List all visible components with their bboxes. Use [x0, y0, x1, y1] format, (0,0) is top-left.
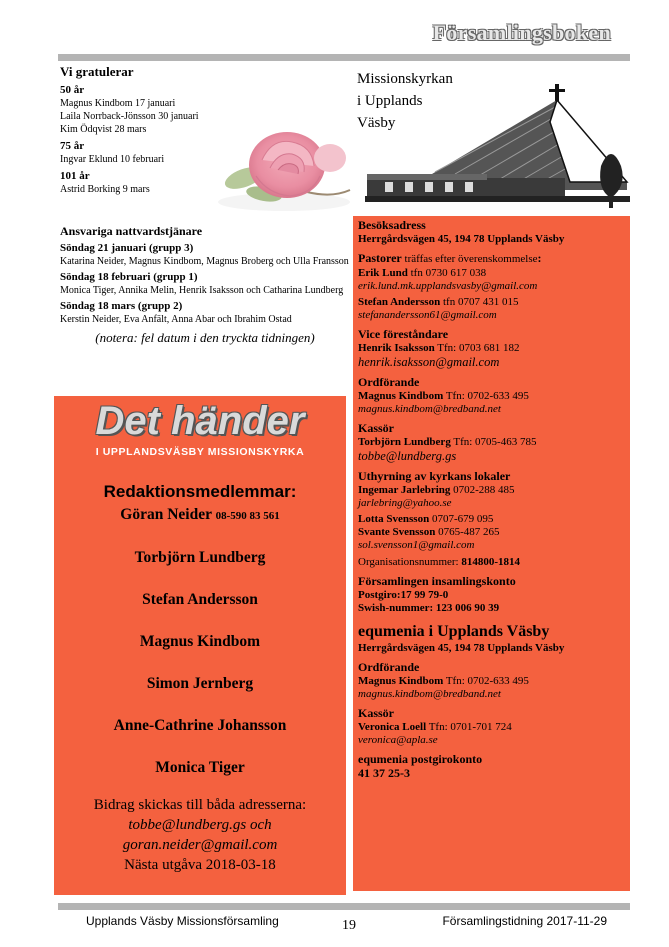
- treasurer-heading: Kassör: [358, 421, 394, 435]
- vice-chair-heading: Vice föreståndare: [358, 327, 449, 341]
- contact-line: Magnus Kindbom Tfn: 0702-633 495: [358, 675, 529, 687]
- contact-line: Ingemar Jarlebring 0702-288 485: [358, 484, 515, 496]
- editorial-member: Anne-Cathrine Johansson: [113, 717, 287, 734]
- communion-date: Söndag 18 februari (grupp 1): [60, 271, 198, 283]
- contact-email[interactable]: jarlebring@yahoo.se: [358, 497, 452, 509]
- bottom-divider: [58, 903, 630, 910]
- equmenia-address: Herrgårdsvägen 45, 194 78 Upplands Väsby: [358, 642, 565, 654]
- birthday-person: Laila Norrback-Jönsson 30 januari: [60, 111, 199, 122]
- pastors-heading: Pastorer träffas efter överenskommelse:: [358, 251, 542, 265]
- contact-email[interactable]: veronica@apla.se: [358, 734, 438, 746]
- contact-email[interactable]: erik.lund.mk.upplandsvasby@gmail.com: [358, 280, 538, 292]
- det-hander-subtitle: I UPPLANDSVÄSBY MISSIONSKYRKA: [95, 446, 305, 458]
- rental-heading: Uthyrning av kyrkans lokaler: [358, 469, 511, 483]
- visiting-address: Herrgårdsvägen 45, 194 78 Upplands Väsby: [358, 233, 565, 245]
- contact-email[interactable]: magnus.kindbom@bredband.net: [358, 403, 501, 415]
- contact-line: Torbjörn Lundberg Tfn: 0705-463 785: [358, 436, 537, 448]
- member-name: Göran Neider: [120, 506, 212, 523]
- editorial-title: Redaktionsmedlemmar:: [103, 482, 297, 501]
- church-name: Missionskyrkan i Upplands Väsby: [357, 71, 453, 131]
- birthday-age: 50 år: [60, 84, 85, 96]
- contact-info-box: [353, 216, 630, 891]
- contributions-email: tobbe@lundberg.gs och: [128, 817, 272, 833]
- contact-email[interactable]: tobbe@lundberg.gs: [358, 449, 457, 463]
- member-phone: 08-590 83 561: [215, 510, 280, 522]
- communion-date: Söndag 18 mars (grupp 2): [60, 300, 183, 312]
- contact-line: Erik Lund tfn 0730 617 038: [358, 267, 487, 279]
- equmenia-treasurer-heading: Kassör: [358, 706, 394, 720]
- contact-line: Veronica Loell Tfn: 0701-701 724: [358, 721, 512, 733]
- org-number: Organisationsnummer: 814800-1814: [358, 556, 521, 568]
- correction-note: (notera: fel datum i den tryckta tidningen): [95, 330, 315, 345]
- equmenia-postgiro-number: 41 37 25-3: [358, 766, 410, 780]
- editorial-member: Simon Jernberg: [146, 675, 254, 692]
- top-divider: [58, 54, 630, 61]
- contributions-info: [54, 795, 346, 875]
- collection-account-heading: Församlingen insamlingskonto: [358, 574, 516, 588]
- contact-line: Lotta Svensson 0707-679 095: [358, 513, 494, 525]
- next-issue: Nästa utgåva 2018-03-18: [124, 857, 276, 873]
- contributions-email: goran.neider@gmail.com: [122, 837, 278, 853]
- contact-email[interactable]: magnus.kindbom@bredband.net: [358, 688, 501, 700]
- equmenia-title: equmenia i Upplands Väsby: [358, 623, 550, 640]
- det-hander-logo: Det händer: [95, 399, 305, 443]
- footer-organization: Upplands Väsby Missionsförsamling: [86, 914, 279, 928]
- swish-number: Swish-nummer: 123 006 90 39: [358, 602, 500, 614]
- communion-date: Söndag 21 januari (grupp 3): [60, 242, 194, 254]
- contact-email[interactable]: sol.svensson1@gmail.com: [358, 539, 475, 551]
- visiting-address-heading: Besöksadress: [358, 218, 426, 232]
- birthday-person: Kim Ödqvist 28 mars: [60, 124, 147, 135]
- communion-names: Monica Tiger, Annika Melin, Henrik Isaksson och Catharina Lundberg: [60, 285, 344, 296]
- contact-line: Henrik Isaksson Tfn: 0703 681 182: [358, 342, 520, 354]
- communion-servers-title: Ansvariga nattvardstjänare: [60, 224, 203, 238]
- chair-heading: Ordförande: [358, 375, 420, 389]
- equmenia-chair-heading: Ordförande: [358, 660, 420, 674]
- contact-line: Svante Svensson 0765-487 265: [358, 526, 500, 538]
- birthday-age: 75 år: [60, 140, 85, 152]
- congratulations-title: Vi gratulerar: [60, 64, 134, 79]
- editorial-member: [54, 506, 346, 525]
- communion-names: Kerstin Neider, Eva Anfält, Anna Abar och Ibrahim Ostad: [60, 314, 292, 325]
- page-header-title: Församlingsboken: [432, 20, 611, 45]
- contributions-text: Bidrag skickas till båda adresserna:: [93, 797, 307, 813]
- contact-email[interactable]: henrik.isaksson@gmail.com: [358, 355, 500, 369]
- contact-email[interactable]: stefanandersson61@gmail.com: [358, 309, 497, 321]
- editorial-member: Magnus Kindbom: [139, 633, 261, 650]
- editorial-member: Monica Tiger: [155, 759, 245, 776]
- contact-line: Magnus Kindbom Tfn: 0702-633 495: [358, 390, 529, 402]
- postgiro: Postgiro:17 99 79-0: [358, 589, 449, 601]
- editorial-member: Stefan Andersson: [142, 591, 258, 608]
- footer-issue-date: Församlingstidning 2017-11-29: [442, 914, 607, 928]
- church-illustration: [365, 82, 630, 214]
- birthday-person: Ingvar Eklund 10 februari: [60, 154, 165, 165]
- page-number: 19: [342, 918, 356, 933]
- rose-image: [212, 120, 352, 216]
- communion-names: Katarina Neider, Magnus Kindbom, Magnus Broberg och Ulla Fransson: [60, 256, 349, 267]
- communion-servers-section: [60, 224, 350, 346]
- birthday-person: Astrid Borking 9 mars: [60, 184, 150, 195]
- editorial-member: Torbjörn Lundberg: [134, 549, 266, 566]
- contact-line: Stefan Andersson tfn 0707 431 015: [358, 296, 519, 308]
- birthday-age: 101 år: [60, 170, 90, 182]
- det-hander-box: [54, 396, 346, 895]
- birthday-person: Magnus Kindbom 17 januari: [60, 98, 176, 109]
- equmenia-postgiro-heading: equmenia postgirokonto: [358, 752, 483, 766]
